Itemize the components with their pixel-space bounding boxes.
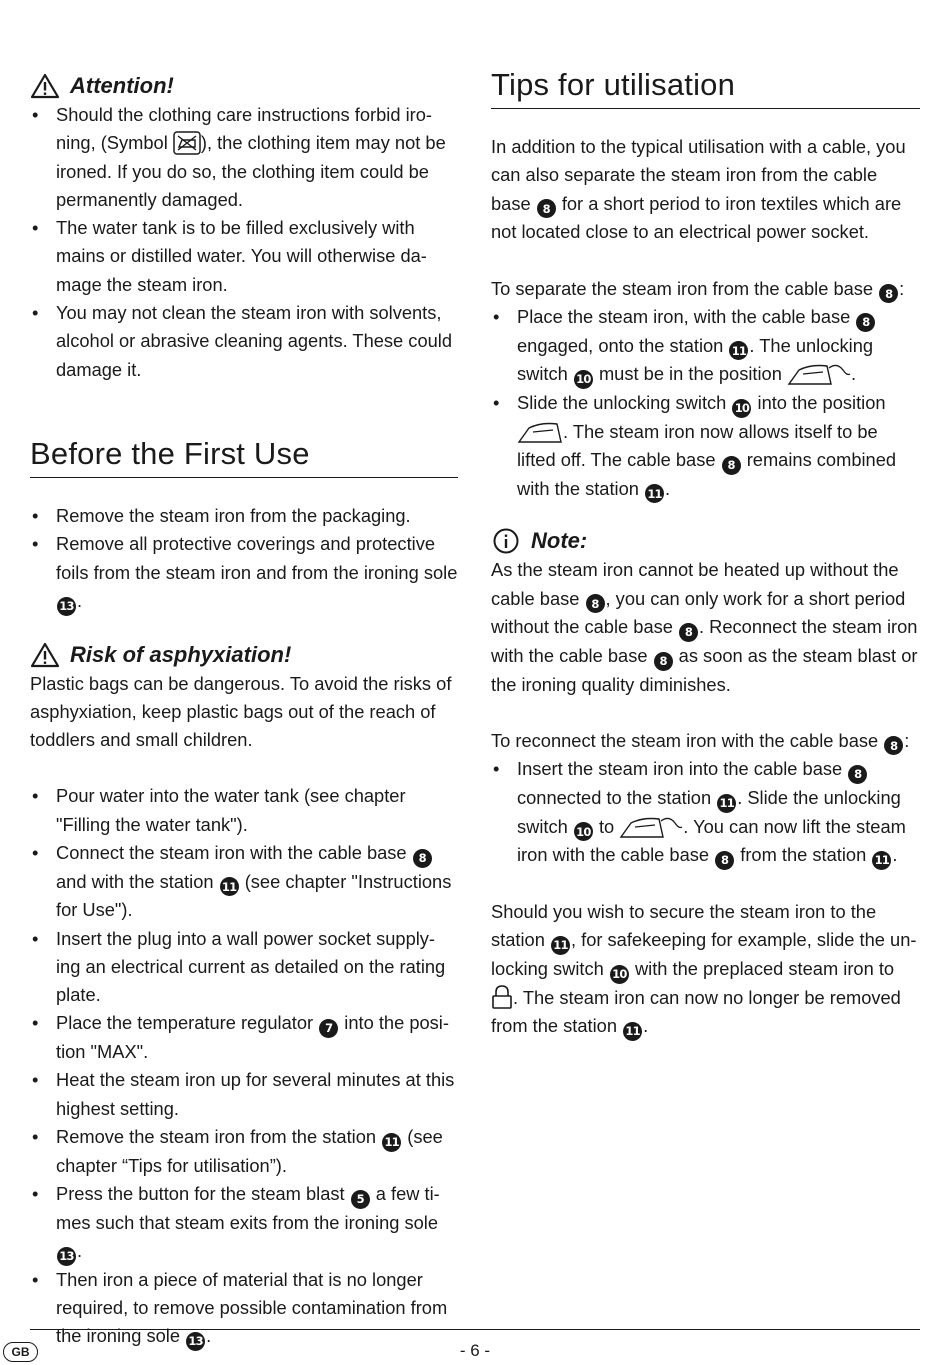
section-heading-first-use: Before the First Use — [30, 435, 458, 478]
reconnect-lead — [491, 727, 920, 756]
list-item: • You may not clean the steam iron with solvents, alcohol or abrasive cleaning agents. These could damage it. — [30, 299, 458, 384]
ref-number: 8 — [879, 284, 898, 303]
text-segment: . Reconnect the steam iron with the cable base — [491, 616, 918, 666]
risk-title: Risk of asphyxiation! — [70, 641, 292, 667]
text-segment: engaged, onto the station — [517, 334, 729, 356]
text-segment: In addition to the typical utilisation with a cable, you can also separate the steam iron from the cable base — [491, 136, 906, 214]
list-item — [30, 530, 458, 615]
footer-divider — [30, 1329, 920, 1330]
text-segment: Remove the steam iron from the station — [56, 1125, 382, 1147]
text-segment: Place the steam iron, with the cable base — [517, 306, 856, 328]
risk-heading — [30, 640, 458, 670]
list-item — [30, 101, 458, 214]
iron-icon — [517, 420, 563, 444]
list-item — [30, 1266, 458, 1351]
separate-list — [491, 303, 920, 503]
list-item — [491, 389, 920, 503]
text-segment: Place the temperature regulator — [56, 1012, 319, 1034]
padlock-icon — [491, 984, 513, 1010]
text-segment: into the posi-tion "MAX". — [56, 1012, 449, 1063]
text-segment: Then iron a piece of material that is no longer required, to remove possible contamination from the ironing sole — [56, 1268, 448, 1347]
text-segment: Press the button for the steam blast — [56, 1182, 350, 1204]
text-segment: . — [77, 1239, 83, 1261]
text-segment: . The steam iron can now no longer be removed from the station — [491, 986, 901, 1036]
text-segment: . — [850, 363, 857, 385]
ref-number: 11 — [551, 936, 570, 955]
first-use-list — [30, 502, 458, 616]
text-segment: , for safekeeping for example, slide the un-locking switch — [491, 929, 917, 979]
ref-number: 13 — [57, 1247, 76, 1266]
list-item — [30, 1180, 458, 1266]
note-title: Note: — [531, 528, 588, 554]
info-circle-icon — [491, 527, 521, 555]
ref-number: 10 — [610, 965, 629, 984]
text-segment: To separate the steam iron from the cable base — [491, 277, 879, 299]
list-item: • Heat the steam iron up for several minutes at this highest setting. — [30, 1066, 458, 1123]
text-segment: Remove all protective coverings and protective foils from the steam iron and from the ironing sole — [56, 533, 458, 583]
text-segment: , you can only work for a short period without the cable base — [491, 587, 906, 638]
list-item — [30, 1009, 458, 1066]
text-segment: (see chapter "Instructions for Use"). — [56, 870, 452, 921]
risk-text: Plastic bags can be dangerous. To avoid the risks of asphyxiation, keep plastic bags out of the reach of toddlers and small children. — [30, 672, 452, 751]
note-heading — [491, 526, 920, 556]
note-text — [491, 556, 920, 699]
text-segment: remains combined with the station — [517, 449, 897, 499]
text-segment: . — [206, 1325, 212, 1347]
ref-number: 10 — [574, 370, 593, 389]
text-segment: with the preplaced steam iron to — [629, 957, 895, 979]
ref-number: 8 — [413, 849, 432, 868]
reconnect-list — [491, 755, 920, 870]
text-segment: and with the station — [56, 870, 219, 892]
text-segment: a few ti-mes such that steam exits from the ironing sole — [56, 1182, 440, 1233]
ref-number: 8 — [884, 736, 903, 755]
text-segment: from the station — [735, 844, 872, 866]
ref-number: 8 — [722, 456, 741, 475]
ref-number: 11 — [220, 877, 239, 896]
text-segment: To reconnect the steam iron with the cable base — [491, 729, 884, 751]
page-number: - 6 - — [459, 1341, 491, 1360]
attention-list — [30, 101, 458, 384]
ref-number: 8 — [679, 623, 698, 642]
attention-title: Attention! — [70, 73, 174, 98]
text-segment: Insert the steam iron into the cable base — [517, 758, 848, 780]
text-segment: . — [77, 589, 83, 611]
text-segment: for a short period to iron textiles which are not located close to an electrical power socket. — [491, 192, 902, 243]
text-segment: . — [892, 844, 898, 866]
text-segment: . Slide the unlocking switch — [517, 787, 901, 837]
attention-heading — [30, 71, 458, 101]
text-segment: ning, (Symbol — [56, 132, 173, 154]
text-segment: Should you wish to secure the steam iron to the station — [491, 901, 877, 951]
text-segment: As the steam iron cannot be heated up without the cable base — [491, 559, 899, 609]
list-item — [491, 755, 920, 870]
left-column — [30, 66, 458, 1351]
text-segment: Should the clothing care instructions forbid iro- — [56, 104, 432, 125]
secure-text — [491, 898, 920, 1041]
ref-number: 8 — [654, 652, 673, 671]
language-badge: GB — [3, 1342, 38, 1362]
text-segment: must be in the position — [593, 363, 787, 385]
warning-triangle-icon — [30, 72, 60, 100]
ref-number: 11 — [645, 484, 664, 503]
ref-number: 13 — [186, 1332, 205, 1351]
text-segment: Slide the unlocking switch — [517, 392, 732, 414]
ref-number: 8 — [848, 765, 867, 784]
list-item — [30, 1123, 458, 1180]
text-segment: Connect the steam iron with the cable base — [56, 841, 412, 863]
ref-number: 8 — [586, 594, 605, 613]
text-segment: ), the clothing item may not be ironed. If you do so, the clothing item could be permanently damaged. — [56, 132, 446, 210]
separate-lead — [491, 275, 920, 304]
ref-number: 5 — [351, 1190, 370, 1209]
section-heading-tips: Tips for utilisation — [491, 66, 920, 109]
ref-number: 11 — [382, 1133, 401, 1152]
list-item — [30, 839, 458, 925]
iron-with-cord-icon — [787, 360, 851, 386]
iron-with-cord-icon — [619, 813, 683, 839]
no-ironing-symbol-icon — [173, 131, 201, 155]
text-segment: . The steam iron now allows itself to be lifted off. The cable base — [517, 420, 878, 471]
ref-number: 8 — [715, 851, 734, 870]
tips-intro — [491, 133, 920, 247]
text-segment: . You can now lift the steam iron with the cable base — [517, 815, 906, 866]
text-segment: to — [593, 815, 620, 837]
ref-number: 11 — [717, 794, 736, 813]
list-item: • The water tank is to be filled exclusively with mains or distilled water. You will otherwise da-mage the steam iron. — [30, 214, 458, 299]
list-item: • Pour water into the water tank (see chapter "Filling the water tank"). — [30, 782, 458, 839]
right-column — [491, 66, 920, 1041]
text-segment: . — [643, 1014, 649, 1036]
text-segment: . The unlocking switch — [517, 334, 874, 385]
text-segment: : — [904, 729, 910, 751]
first-use-steps — [30, 782, 458, 1350]
text-segment: : — [899, 277, 905, 299]
text-segment: as soon as the steam blast or the ironing quality diminishes. — [491, 644, 918, 695]
text-segment: . — [665, 477, 671, 499]
list-item: • Insert the plug into a wall power socket supply-ing an electrical current as detailed on the rating plate. — [30, 925, 458, 1010]
ref-number: 11 — [623, 1022, 642, 1041]
ref-number: 13 — [57, 597, 76, 616]
text-segment: into the position — [752, 392, 886, 414]
text-segment: connected to the station — [517, 787, 717, 809]
ref-number: 10 — [732, 399, 751, 418]
list-item — [491, 303, 920, 389]
text-segment: (see chapter “Tips for utilisation”). — [56, 1125, 443, 1176]
ref-number: 11 — [872, 851, 891, 870]
ref-number: 11 — [729, 341, 748, 360]
warning-triangle-icon — [30, 641, 60, 669]
ref-number: 8 — [537, 199, 556, 218]
ref-number: 8 — [856, 313, 875, 332]
list-item: • Remove the steam iron from the packaging. — [30, 502, 458, 530]
ref-number: 10 — [574, 822, 593, 841]
ref-number: 7 — [319, 1019, 338, 1038]
